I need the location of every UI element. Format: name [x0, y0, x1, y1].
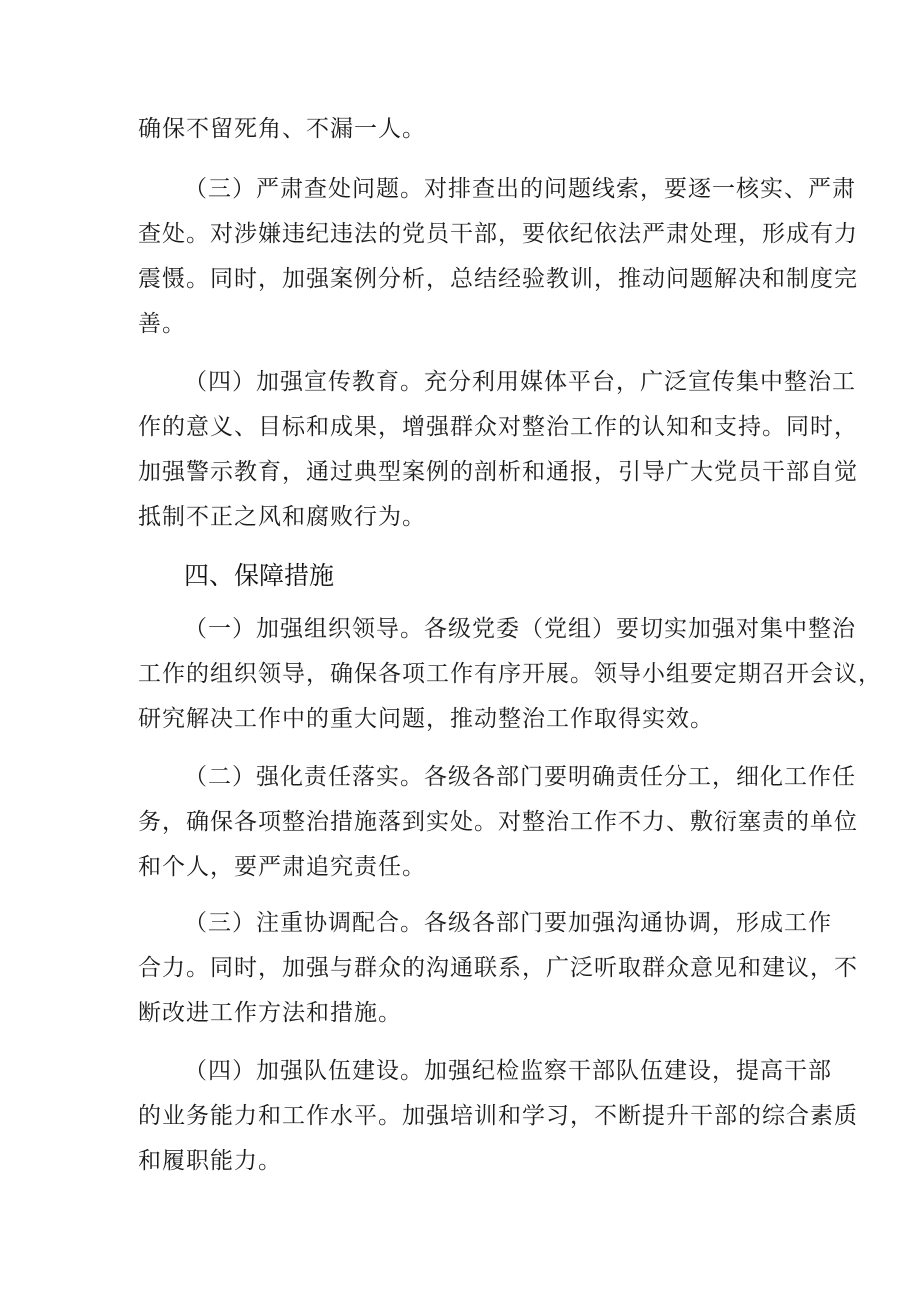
paragraph-line: 的业务能力和工作水平。加强培训和学习，不断提升干部的综合素质 — [138, 1103, 858, 1129]
paragraph-line: 断改进工作方法和措施。 — [138, 1000, 402, 1026]
paragraph-line: 合力。同时，加强与群众的沟通联系，广泛听取群众意见和建议，不 — [138, 955, 858, 981]
paragraph-line: 震慑。同时，加强案例分析，总结经验教训，推动问题解决和制度完 — [138, 266, 858, 292]
paragraph-line: 善。 — [138, 311, 186, 337]
paragraph-line: 作的意义、目标和成果，增强群众对整治工作的认知和支持。同时， — [138, 414, 858, 440]
paragraph-line: 确保不留死角、不漏一人。 — [138, 116, 426, 142]
paragraph-line: 加强警示教育，通过典型案例的剖析和通报，引导广大党员干部自觉 — [138, 459, 858, 485]
paragraph-line: 工作的组织领导，确保各项工作有序开展。领导小组要定期召开会议， — [138, 661, 882, 687]
paragraph-line: （二）强化责任落实。各级各部门要明确责任分工，细化工作任 — [184, 764, 856, 790]
paragraph-line: 抵制不正之风和腐败行为。 — [138, 504, 426, 530]
section-heading: 四、保障措施 — [184, 561, 335, 590]
paragraph-line: 和个人，要严肃追究责任。 — [138, 854, 426, 880]
paragraph-line: （四）加强队伍建设。加强纪检监察干部队伍建设，提高干部 — [184, 1058, 832, 1084]
paragraph-line: （三）严肃查处问题。对排查出的问题线索，要逐一核实、严肃 — [184, 176, 856, 202]
paragraph-line: 务，确保各项整治措施落到实处。对整治工作不力、敷衍塞责的单位 — [138, 809, 858, 835]
paragraph-line: （一）加强组织领导。各级党委（党组）要切实加强对集中整治 — [184, 616, 856, 642]
paragraph-line: （四）加强宣传教育。充分利用媒体平台，广泛宣传集中整治工 — [184, 369, 856, 395]
paragraph-line: （三）注重协调配合。各级各部门要加强沟通协调，形成工作 — [184, 910, 832, 936]
paragraph-line: 和履职能力。 — [138, 1148, 282, 1174]
paragraph-line: 研究解决工作中的重大问题，推动整治工作取得实效。 — [138, 706, 714, 732]
paragraph-line: 查处。对涉嫌违纪违法的党员干部，要依纪依法严肃处理，形成有力 — [138, 221, 858, 247]
